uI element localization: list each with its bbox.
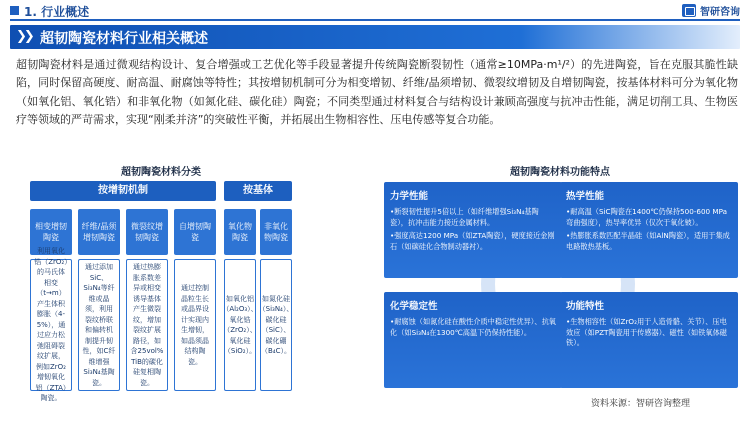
feature-chemical xyxy=(384,292,562,388)
title-banner xyxy=(10,25,740,49)
desc-self: 通过控制晶粒生长或晶界设计实现内生增韧，如晶须晶结构陶瓷。 xyxy=(174,259,216,391)
feature-mechanical xyxy=(384,182,562,278)
sub-self: 自增韧陶瓷 xyxy=(174,209,216,255)
logo-icon xyxy=(682,4,696,17)
feature-line: •耐高温（SiC陶瓷在1400℃仍保持500-600 MPa弯曲强度），热导率优异（仅次于氧化铍）。 xyxy=(566,207,727,227)
intro-paragraph: 超韧陶瓷材料是通过微观结构设计、复合增强或工艺优化等手段显著提升传统陶瓷断裂韧性（通常≥10MPa·m¹/²）的先进陶瓷，旨在克服其脆性缺陷，同时保留高硬度、耐高温、耐腐蚀等特性；其按增韧机制可分为相变增韧、纤维/晶须增韧、微裂纹增韧及自增韧陶瓷，按基体材料可分为氧化物（如氧化铝、氧化锆）和非氧化物（如氮化硅、碳化硅）陶瓷；不同类型通过材料复合与结构设计兼顾高强度与抗冲击性能，满足切削工具、生物医疗等领域的严苛需求，实现“刚柔并济”的突破性平衡，并拓展出生物相容性、压电传感等复合功能。 xyxy=(16,58,738,126)
source-note: 资料来源：智研咨询整理 xyxy=(590,399,690,409)
sub-oxide: 氧化物陶瓷 xyxy=(224,209,256,255)
sub-microcrack: 微裂纹增韧陶瓷 xyxy=(126,209,168,255)
desc-nonoxide: 如氮化硅（Si₃N₄）、碳化硅（SiC）、碳化硼（B₄C）。 xyxy=(260,259,292,391)
features-title: 超韧陶瓷材料功能特点 xyxy=(510,167,610,178)
group-matrix: 按基体 xyxy=(224,181,292,201)
logo-text: 智研咨询 xyxy=(700,7,740,18)
top-bar xyxy=(0,0,750,22)
feature-line: •耐腐蚀（如氮化硅在酸性介质中稳定性优异）、抗氧化（如Si₃N₄在1300℃高温下仍保持性能）。 xyxy=(390,317,556,337)
section-title: 1. 行业概述 xyxy=(24,5,90,19)
feature-title: 功能特性 xyxy=(566,301,605,312)
feature-functional xyxy=(560,292,738,388)
section-marker xyxy=(10,6,19,15)
feature-line: •热膨胀系数匹配半晶硅（如AlN陶瓷），适用于集成电路散热基板。 xyxy=(566,231,730,251)
feature-line: •强度高达1200 MPa（如ZTA陶瓷），硬度接近金刚石（如碳硅化合物制动器衬）。 xyxy=(390,231,555,251)
feature-line: •生物相容性（如ZrO₂用于人造骨骼、关节）、压电效应（如PZT陶瓷用于传感器）、磁性（如铁氧体磁铁）。 xyxy=(566,317,727,347)
logo xyxy=(682,3,740,18)
desc-phase: 锆（ZrO₂）的马氏体相变（t→m）产生体积膨胀（4-5%），通过应力松弛阻碍裂纹扩展，例如ZrO₂增韧氧化铝（ZTA）陶瓷。 xyxy=(30,259,72,391)
sub-phase: 相变增韧陶瓷 xyxy=(30,209,72,255)
page-title: 超韧陶瓷材料行业相关概述 xyxy=(40,31,208,47)
feature-title: 化学稳定性 xyxy=(390,301,438,312)
divider xyxy=(10,19,740,21)
chevron-icon: ❯❯ xyxy=(16,29,32,44)
desc-oxide: 如氧化铝（Al₂O₃）、氧化锆（ZrO₂）、氧化硅（SiO₂）。 xyxy=(224,259,256,391)
desc-fiber: 通过添加SiC、Si₃N₄等纤维或晶须，利用裂纹桥联和偏转机制提升韧性，如C纤维增强Si₃N₄基陶瓷。 xyxy=(78,259,120,391)
feature-title: 力学性能 xyxy=(390,191,429,202)
feature-line: •断裂韧性提升5倍以上（如纤维增强Si₃N₄基陶瓷），抗冲击能力接近金属材料。 xyxy=(390,207,539,227)
desc-microcrack: 通过热膨胀系数差异或相变诱导基体产生微裂纹，增加裂纹扩展路径，如含25vol% TiB的碳化硅复相陶瓷。 xyxy=(126,259,168,391)
sub-nonoxide: 非氧化物陶瓷 xyxy=(260,209,292,255)
group-toughening: 按增韧机制 xyxy=(30,181,216,201)
classification-title: 超韧陶瓷材料分类 xyxy=(121,167,201,178)
classification-panel xyxy=(30,163,294,403)
feature-title: 热学性能 xyxy=(566,191,605,202)
sub-fiber: 纤维/晶须增韧陶瓷 xyxy=(78,209,120,255)
feature-thermal xyxy=(560,182,738,278)
